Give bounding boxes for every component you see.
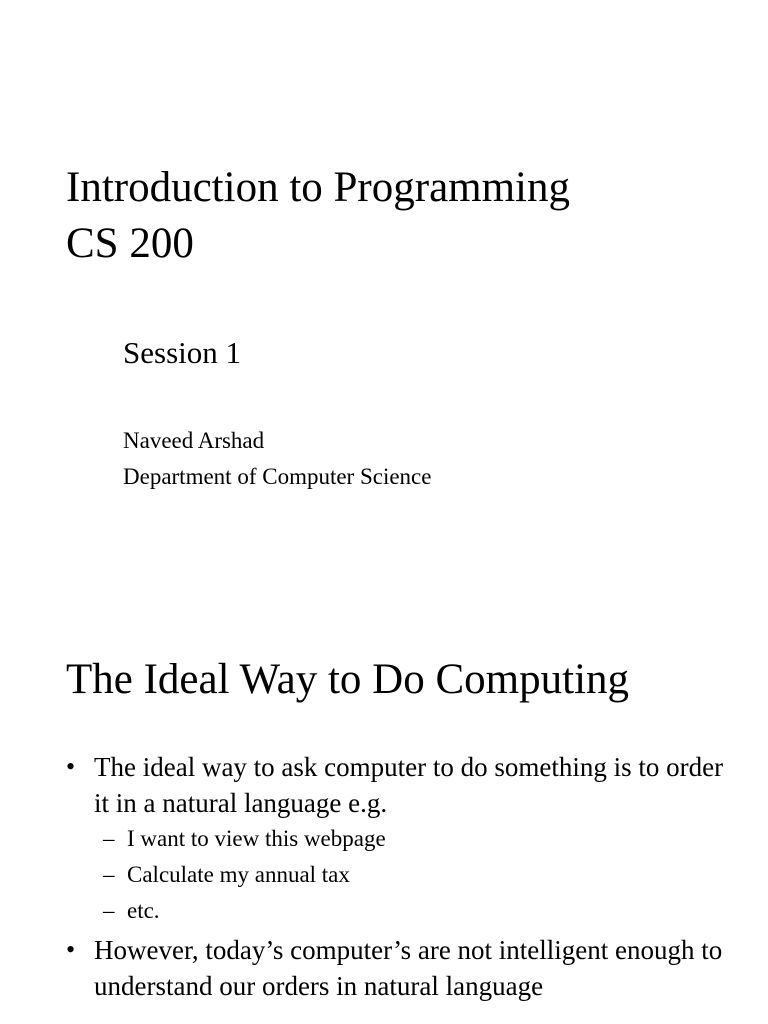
session-label: Session 1 — [123, 335, 241, 370]
sub-bullet-text: etc. — [127, 898, 160, 923]
bullet-icon: • — [66, 935, 76, 964]
slide-title: The Ideal Way to Do Computing — [66, 656, 630, 703]
bullet-text: The ideal way to ask computer to do something is to order it in a natural language e.g. — [94, 752, 724, 818]
slide-title-line-1: Introduction to Programming — [66, 164, 570, 211]
dash-icon: – — [103, 826, 115, 851]
dash-icon: – — [103, 862, 115, 887]
author-name: Naveed Arshad — [123, 428, 265, 453]
sub-bullet-text: I want to view this webpage — [127, 826, 386, 851]
slide-title-line-2: CS 200 — [66, 220, 194, 267]
dash-icon: – — [103, 898, 115, 923]
content-slide — [0, 560, 768, 1024]
author-department: Department of Computer Science — [123, 464, 432, 489]
sub-bullet-text: Calculate my annual tax — [127, 862, 350, 887]
bullet-icon: • — [66, 752, 76, 781]
bullet-text: However, today’s computer’s are not intelligent enough to understand our orders in natural language — [94, 935, 723, 1001]
